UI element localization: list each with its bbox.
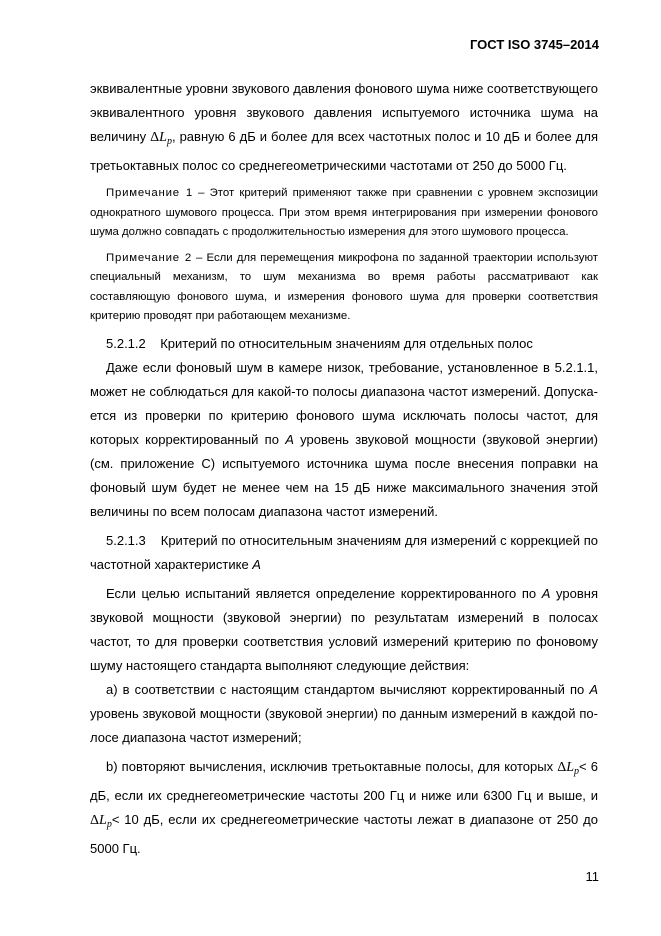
list-item-a: a) в соответствии с настоящим стандартом вычисляют корректированный по A уровень звуковой мощности (звуковой энергии) по данным измерений в каждой полосе диапазона частот измерений; xyxy=(90,681,598,745)
delta-lp-symbol: $\Delta L_p$ xyxy=(557,759,580,777)
list-item-b: b) повторяют вычисления, исключив третьоктавные полосы, для которых $\Delta L_p< 6$ дБ, если их среднегеометрические частоты 200 Гц и ниже или 6300 Гц и выше, и $\Delta L_p< 10$ дБ, если их среднегеометрические частоты лежат в диапазоне от 250 до 5000 Гц. xyxy=(90,758,598,856)
section-5212-heading: 5.2.1.2 Критерий по относительным значениям для отдельных полос xyxy=(106,335,533,351)
section-5212-text: Даже если фоновый шум в камере низок, требование, установленное в 5.2.1.1, может не соблюдаться для какой-то полосы диапазона частот измерений. Допускается из проверки по критерию фонового шума исключать полосы частот, для которых корректированный по A уровень звуковой мощности (звуковой энергии) (см. приложение С) испытуемого источника шума после внесения поправки на фоновый шум будет не менее чем на 15 дБ ниже максимального значения этой величины по всем полосам диапазона частот измерений. xyxy=(90,359,599,519)
paragraph-background-criterion: эквивалентные уровни звукового давления фонового шума ниже соответствующего эквивалентного уровня звукового давления испытуемого источника шума на величину $\Delta L_p$, равную 6 дБ и более для всех частотных полос и 10 дБ и более для третьоктавных полос со среднегеометрическими частотами от 250 до 5000 Гц. xyxy=(90,81,598,173)
section-5213-text: Если целью испытаний является определение корректированного по A уровня звуковой мощности (звуковой энергии) по результатам измерений в полосах частот, то для проверки соответствия условий измерений критерию по фоновому шуму настоящего стандарта выполняют следующие действия: xyxy=(90,585,598,673)
note-1-label: Примечание 1 xyxy=(106,187,194,199)
document-body xyxy=(90,77,598,861)
delta-lp-symbol: $\Delta L_p$ xyxy=(150,130,172,147)
section-5213-heading: 5.2.1.3 Критерий по относительным значениям для измерений с коррекцией по частотной характеристике A xyxy=(90,532,598,572)
delta-lp-symbol: $\Delta L_p$ xyxy=(90,812,112,830)
note-1: Примечание 1 – Этот критерий применяют также при сравнении с уровнем экспозиции однократного шумового процесса. При этом время интегрирования при измерении фонового шума должно совпадать с продолжительностью измерения для этого шумового процесса. xyxy=(90,187,599,238)
standard-header: ГОСТ ISO 3745–2014 xyxy=(469,37,599,52)
note-2-label: Примечание 2 xyxy=(106,251,192,264)
page-number: 11 xyxy=(585,869,599,884)
note-2: Примечание 2 – Если для перемещения микрофона по заданной траектории используют специальный механизм, то шум механизма во время работы рассматривают как составляющую фонового шума, и измерения фонового шума для проверки соответствия критерию проводят при работающем механизме. xyxy=(90,251,599,322)
